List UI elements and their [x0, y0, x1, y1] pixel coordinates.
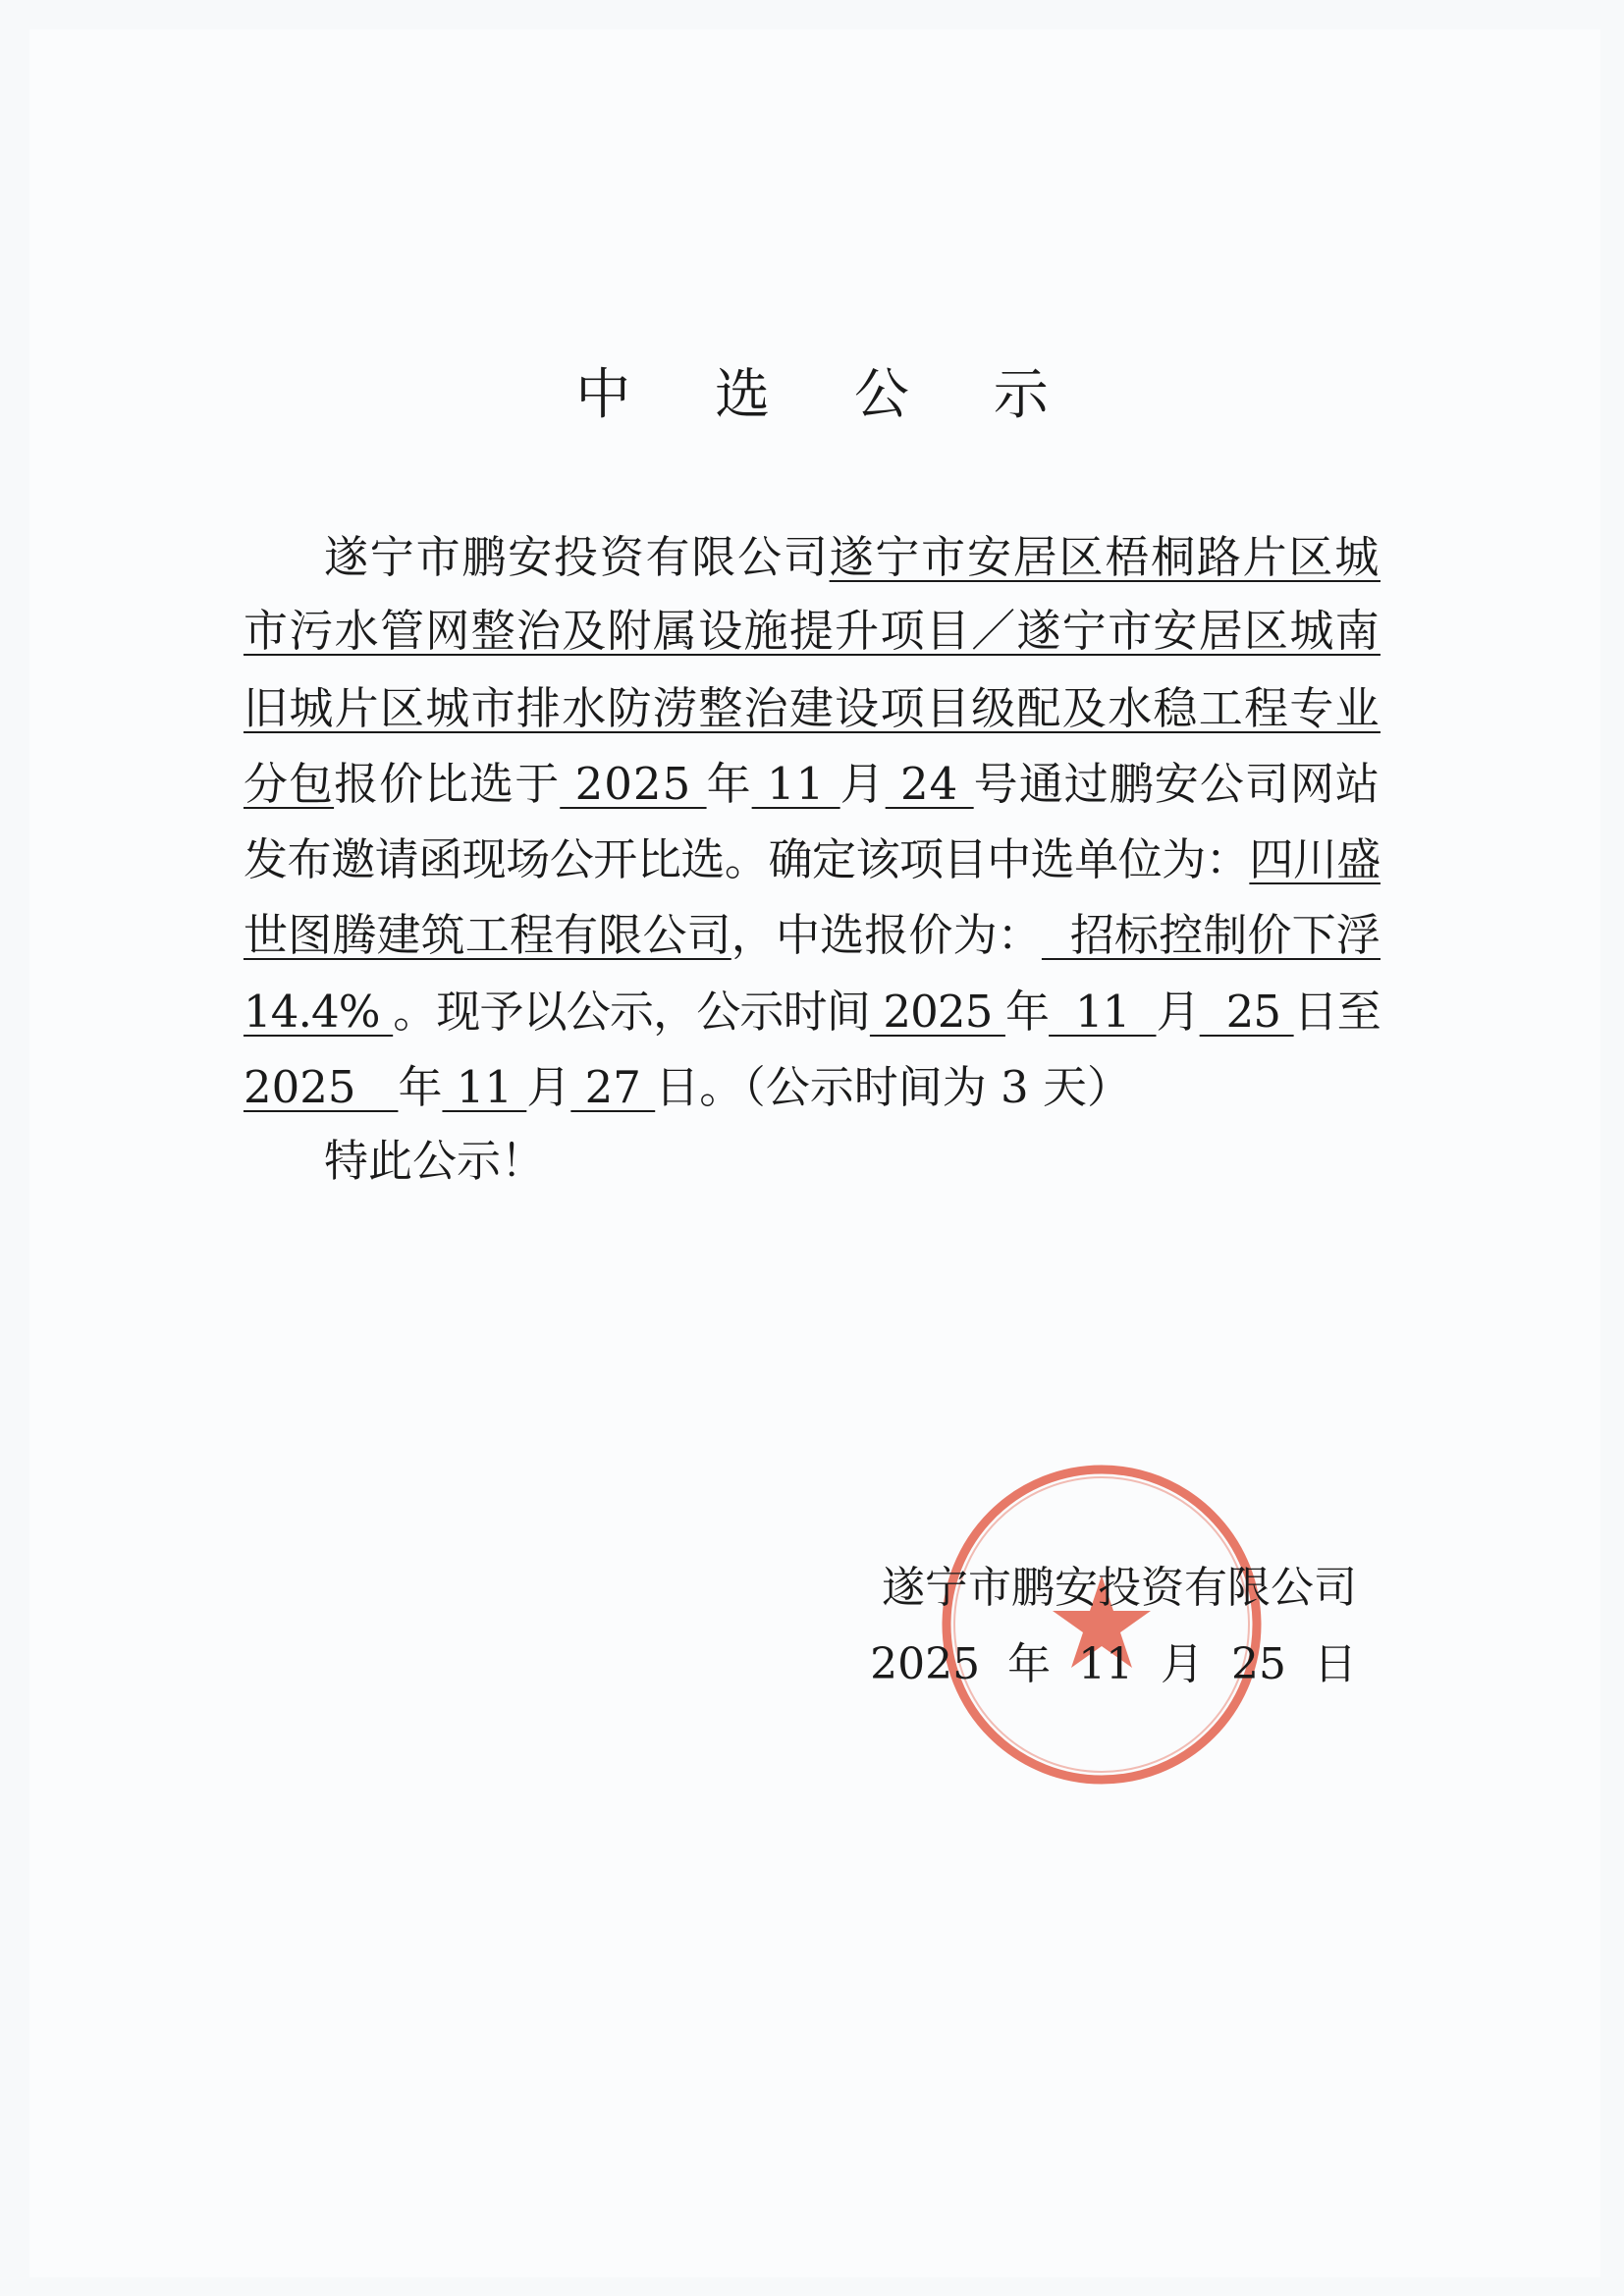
body-text: 日至: [1293, 986, 1380, 1038]
body-text: 日。（公示时间为 3 天）: [655, 1061, 1131, 1113]
body-text: 月: [526, 1061, 571, 1113]
body-text: 号通过鹏安公司网站: [973, 758, 1380, 810]
underlined-field: 14.4%: [244, 986, 394, 1038]
underlined-field: 24: [885, 758, 974, 810]
body-text: 。现予以公示，公示时间: [393, 986, 870, 1038]
underlined-field: 四川盛: [1249, 833, 1380, 885]
underlined-field: 世图腾建筑工程有限公司: [244, 909, 731, 961]
body-line: [244, 755, 1380, 814]
body-line: [244, 602, 1380, 661]
underlined-field: 11: [751, 758, 840, 810]
body-text: 月: [839, 758, 886, 810]
body-text: 发布邀请函现场公开比选。确定该项目中选单位为：: [244, 833, 1250, 885]
page-title: 中 选 公 示: [575, 363, 1082, 427]
underlined-field: 遂宁市安居区梧桐路片区城: [829, 531, 1380, 583]
underlined-field: 2025: [244, 1061, 399, 1113]
body-text: 遂宁市鹏安投资有限公司: [324, 531, 830, 583]
body-line: [244, 983, 1380, 1041]
body-line: [244, 1058, 1131, 1117]
body-text: 报价比选于: [334, 758, 561, 810]
body-line: [244, 679, 1380, 738]
underlined-field: 招标控制价下浮: [1041, 909, 1380, 961]
body-text: ，中选报价为：: [731, 909, 1042, 961]
company-seal: [935, 1458, 1269, 1791]
underlined-field: 旧城片区城市排水防涝整治建设项目级配及水稳工程专业: [244, 682, 1380, 734]
underlined-field: 11: [442, 1061, 527, 1113]
underlined-field: 2025: [869, 986, 1005, 1038]
body-text: 特此公示！: [324, 1135, 546, 1187]
underlined-field: 11: [1049, 986, 1157, 1038]
body-text: 年: [398, 1061, 443, 1113]
underlined-field: 2025: [560, 758, 707, 810]
signature-date: 2025 年 11 月 25 日: [870, 1639, 1357, 1689]
signature-company: 遂宁市鹏安投资有限公司: [882, 1563, 1357, 1613]
body-line: [244, 830, 1380, 889]
body-text: 年: [1004, 986, 1050, 1038]
body-line: [244, 906, 1380, 965]
body-line: [324, 528, 1380, 587]
body-line: [324, 1132, 545, 1191]
underlined-field: 27: [570, 1061, 656, 1113]
underlined-field: 25: [1199, 986, 1294, 1038]
body-text: 年: [706, 758, 752, 810]
underlined-field: 市污水管网整治及附属设施提升项目／遂宁市安居区城南: [244, 605, 1380, 657]
underlined-field: 分包: [244, 758, 335, 810]
body-text: 月: [1156, 986, 1200, 1038]
